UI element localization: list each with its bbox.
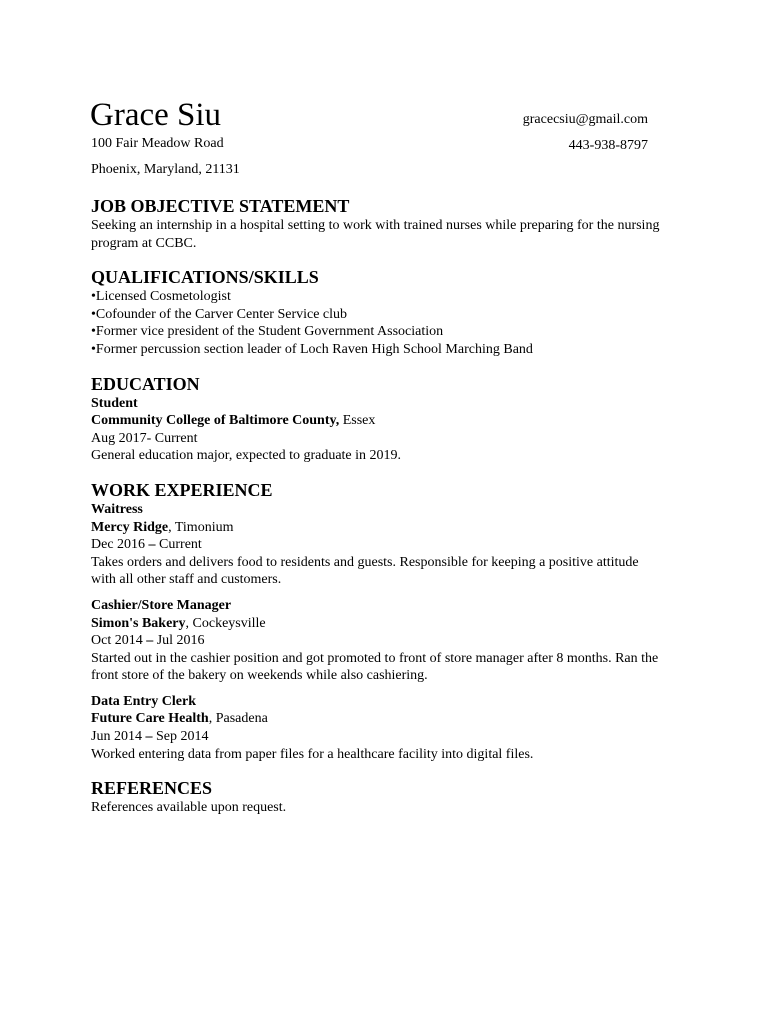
job-employer-line bbox=[91, 710, 661, 728]
job-date-separator: – bbox=[145, 729, 153, 745]
job-date-end: Jul 2016 bbox=[153, 633, 205, 649]
objective-heading: JOB OBJECTIVE STATEMENT bbox=[91, 196, 350, 216]
job-location: , Timonium bbox=[168, 519, 234, 535]
job-entry bbox=[91, 597, 661, 685]
skill-item: • Former vice president of the Student Government Association bbox=[91, 323, 661, 341]
job-employer: Mercy Ridge bbox=[91, 519, 169, 535]
education-description: General education major, expected to graduate in 2019. bbox=[91, 448, 402, 464]
education-section bbox=[91, 373, 661, 465]
job-employer-line bbox=[91, 615, 661, 633]
job-employer: Future Care Health bbox=[91, 711, 209, 727]
job-location: , Cockeysville bbox=[185, 615, 266, 631]
skill-item: • Cofounder of the Carver Center Service club bbox=[91, 306, 661, 324]
job-date-separator: – bbox=[146, 633, 154, 649]
job-description: Takes orders and delivers food to residents and guests. Responsible for keeping a positive attitude with all other staff and customers. bbox=[91, 554, 639, 588]
skills-heading: QUALIFICATIONS/SKILLS bbox=[91, 267, 319, 288]
education-dates: Aug 2017- Current bbox=[91, 430, 198, 446]
job-date-end: Sep 2014 bbox=[152, 729, 209, 745]
phone-number: 443-938-8797 bbox=[568, 138, 648, 153]
skill-item: • Licensed Cosmetologist bbox=[91, 288, 661, 306]
school-name: Community College of Baltimore County, bbox=[91, 413, 340, 429]
references-text: References available upon request. bbox=[91, 800, 287, 816]
job-dates bbox=[91, 536, 661, 554]
job-dates bbox=[91, 632, 661, 650]
job-date-separator: – bbox=[148, 537, 156, 553]
references-heading: REFERENCES bbox=[91, 778, 213, 799]
job-date-start: Oct 2014 bbox=[91, 633, 147, 649]
resume-body bbox=[91, 195, 661, 831]
job-date-end: Current bbox=[155, 537, 202, 553]
job-employer-line bbox=[91, 519, 661, 537]
objective-text: Seeking an internship in a hospital setting to work with trained nurses while preparing for the nursing program at CCBC. bbox=[91, 218, 660, 251]
work-heading: WORK EXPERIENCE bbox=[91, 479, 273, 500]
job-description: Started out in the cashier position and got promoted to front of store manager after 8 months. Ran the front store of the bakery on weekends while also cashiering. bbox=[91, 650, 659, 684]
job-entry bbox=[91, 693, 661, 763]
job-entry bbox=[91, 501, 661, 589]
education-heading: EDUCATION bbox=[91, 373, 200, 394]
job-employer: Simon's Bakery bbox=[91, 615, 186, 631]
education-school-line bbox=[91, 412, 661, 430]
skill-item: • Former percussion section leader of Loch Raven High School Marching Band bbox=[91, 341, 661, 359]
work-section bbox=[91, 479, 661, 763]
address-line-1: 100 Fair Meadow Road bbox=[91, 136, 224, 151]
school-location: Essex bbox=[339, 413, 376, 429]
job-role: Waitress bbox=[91, 501, 143, 517]
job-date-start: Dec 2016 bbox=[91, 537, 149, 553]
email-address: gracecsiu@gmail.com bbox=[522, 112, 648, 127]
education-role: Student bbox=[91, 395, 138, 411]
job-description: Worked entering data from paper files for a healthcare facility into digital files. bbox=[91, 746, 534, 762]
skills-section bbox=[91, 266, 661, 358]
objective-section bbox=[91, 195, 661, 252]
job-location: , Pasadena bbox=[208, 711, 268, 727]
job-date-start: Jun 2014 bbox=[91, 729, 146, 745]
address-line-2: Phoenix, Maryland, 21131 bbox=[91, 162, 240, 177]
applicant-name: Grace Siu bbox=[90, 97, 222, 133]
references-section bbox=[91, 777, 661, 817]
job-role: Data Entry Clerk bbox=[91, 693, 196, 709]
job-role: Cashier/Store Manager bbox=[91, 597, 232, 613]
job-dates bbox=[91, 728, 661, 746]
